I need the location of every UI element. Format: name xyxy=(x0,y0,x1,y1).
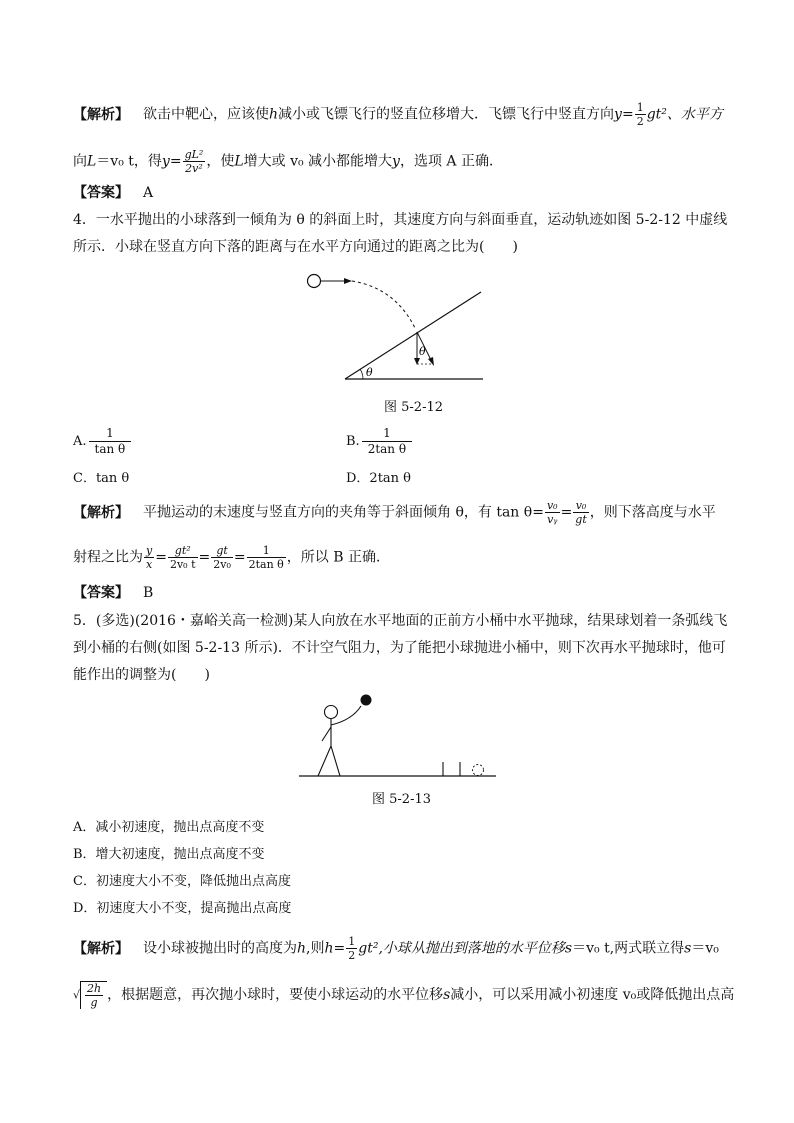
question-5-line-2: 到小桶的右侧(如图 5-2-13 所示)．不计空气阻力，为了能把小球抛进小桶中，则下次再水平抛球时，他可 xyxy=(73,640,726,656)
question-4-line-1: 4．一水平抛出的小球落到一倾角为 θ 的斜面上时，其速度方向与斜面垂直，运动轨迹如图 5-2-12 中虚线 xyxy=(73,212,728,228)
ball-icon xyxy=(361,695,372,706)
trajectory-dashed xyxy=(352,281,415,328)
analysis-label: 【解析】 xyxy=(73,940,129,957)
option-c: C．初速度大小不变，降低抛出点高度 xyxy=(73,874,291,889)
figure-5-2-13 xyxy=(296,690,500,780)
option-a: A. $\frac{1}{\text{tan θ}}$ xyxy=(73,426,131,457)
analysis-paragraph-2-line-1: 【解析】 平抛运动的末速度与竖直方向的夹角等于斜面倾角 θ，有 tan θ= $\frac{\text{v₀}}{\text{vᵧ}}$ = $\frac{\text{v₀}}{gt}$ ，则下落高度与水平 xyxy=(73,499,716,526)
answer-value: B xyxy=(143,585,154,601)
figure-caption: 图 5-2-13 xyxy=(372,792,432,807)
figure-theta-label: θ xyxy=(366,366,373,379)
option-a: A．减小初速度，抛出点高度不变 xyxy=(73,820,265,835)
figure-theta-label: θ xyxy=(419,345,426,358)
landed-ball-icon xyxy=(473,765,484,776)
sqrt-expression: √ $\frac{2h}{g}$ xyxy=(73,981,107,1009)
ball-start-icon xyxy=(308,275,321,288)
stick-figure-head-icon xyxy=(325,706,338,719)
figure-caption: 图 5-2-12 xyxy=(384,400,444,415)
answer-label: 【答案】 xyxy=(73,185,129,201)
option-d: D．2tan θ xyxy=(346,471,412,486)
analysis-paragraph-3-line-2: √ $\frac{2h}{g}$ ，根据题意，再次抛小球时，要使小球运动的水平位移s减小，可以采用减小初速度 v₀或降低抛出点高 xyxy=(73,982,735,1009)
analysis-paragraph-1-line-1: 【解析】 欲击中靶心，应该使h减小或飞镖飞行的竖直位移增大．飞镖飞行中竖直方向y= $\frac{1}{2}$ gt²、水平方 xyxy=(73,101,723,128)
answer-line-1 xyxy=(73,183,153,203)
analysis-label: 【解析】 xyxy=(73,504,129,521)
analysis-paragraph-3-line-1: 【解析】 设小球被抛出时的高度为h,则h= $\frac{1}{2}$ gt²,小球从抛出到落地的水平位移s＝v₀ t,两式联立得s＝v₀ xyxy=(73,935,719,962)
fraction: $\frac{\text{gL²}}{\text{2v²}}$ xyxy=(184,148,204,175)
analysis-label: 【解析】 xyxy=(73,106,129,123)
option-d: D．初速度大小不变，提高抛出点高度 xyxy=(73,901,292,916)
option-b: B．增大初速度，抛出点高度不变 xyxy=(73,847,265,862)
answer-value: A xyxy=(143,185,154,201)
question-4-line-2: 所示．小球在竖直方向下落的距离与在水平方向通过的距离之比为( ) xyxy=(73,239,518,255)
fraction: $\frac{1}{2}$ xyxy=(636,101,644,128)
question-5-line-1: 5．(多选)(2016・嘉峪关高一检测)某人向放在水平地面的正前方小桶中水平抛球，结果球划着一条弧线飞 xyxy=(73,613,728,629)
analysis-paragraph-1-line-2: 向L＝v₀ t，得y= $\frac{\text{gL²}}{\text{2v²}}$ ，使L增大或 v₀ 减小都能增大y，选项 A 正确． xyxy=(73,148,503,175)
question-5-line-3: 能作出的调整为( ) xyxy=(73,667,210,683)
option-c: C．tan θ xyxy=(73,471,130,486)
figure-5-2-12 xyxy=(300,268,490,388)
answer-label: 【答案】 xyxy=(73,585,129,601)
analysis-paragraph-2-line-2: 射程之比为 $\frac{y}{x}$ = $\frac{\text{gt²}}{\text{2v₀ t}}$ = $\frac{gt}{\text{2v₀}}$ = $\frac{1}{\text{2tan θ}}$ ，所以 B 正确． xyxy=(73,544,390,571)
answer-line-2 xyxy=(73,583,153,603)
option-b: B. $\frac{1}{\text{2tan θ}}$ xyxy=(346,426,412,457)
